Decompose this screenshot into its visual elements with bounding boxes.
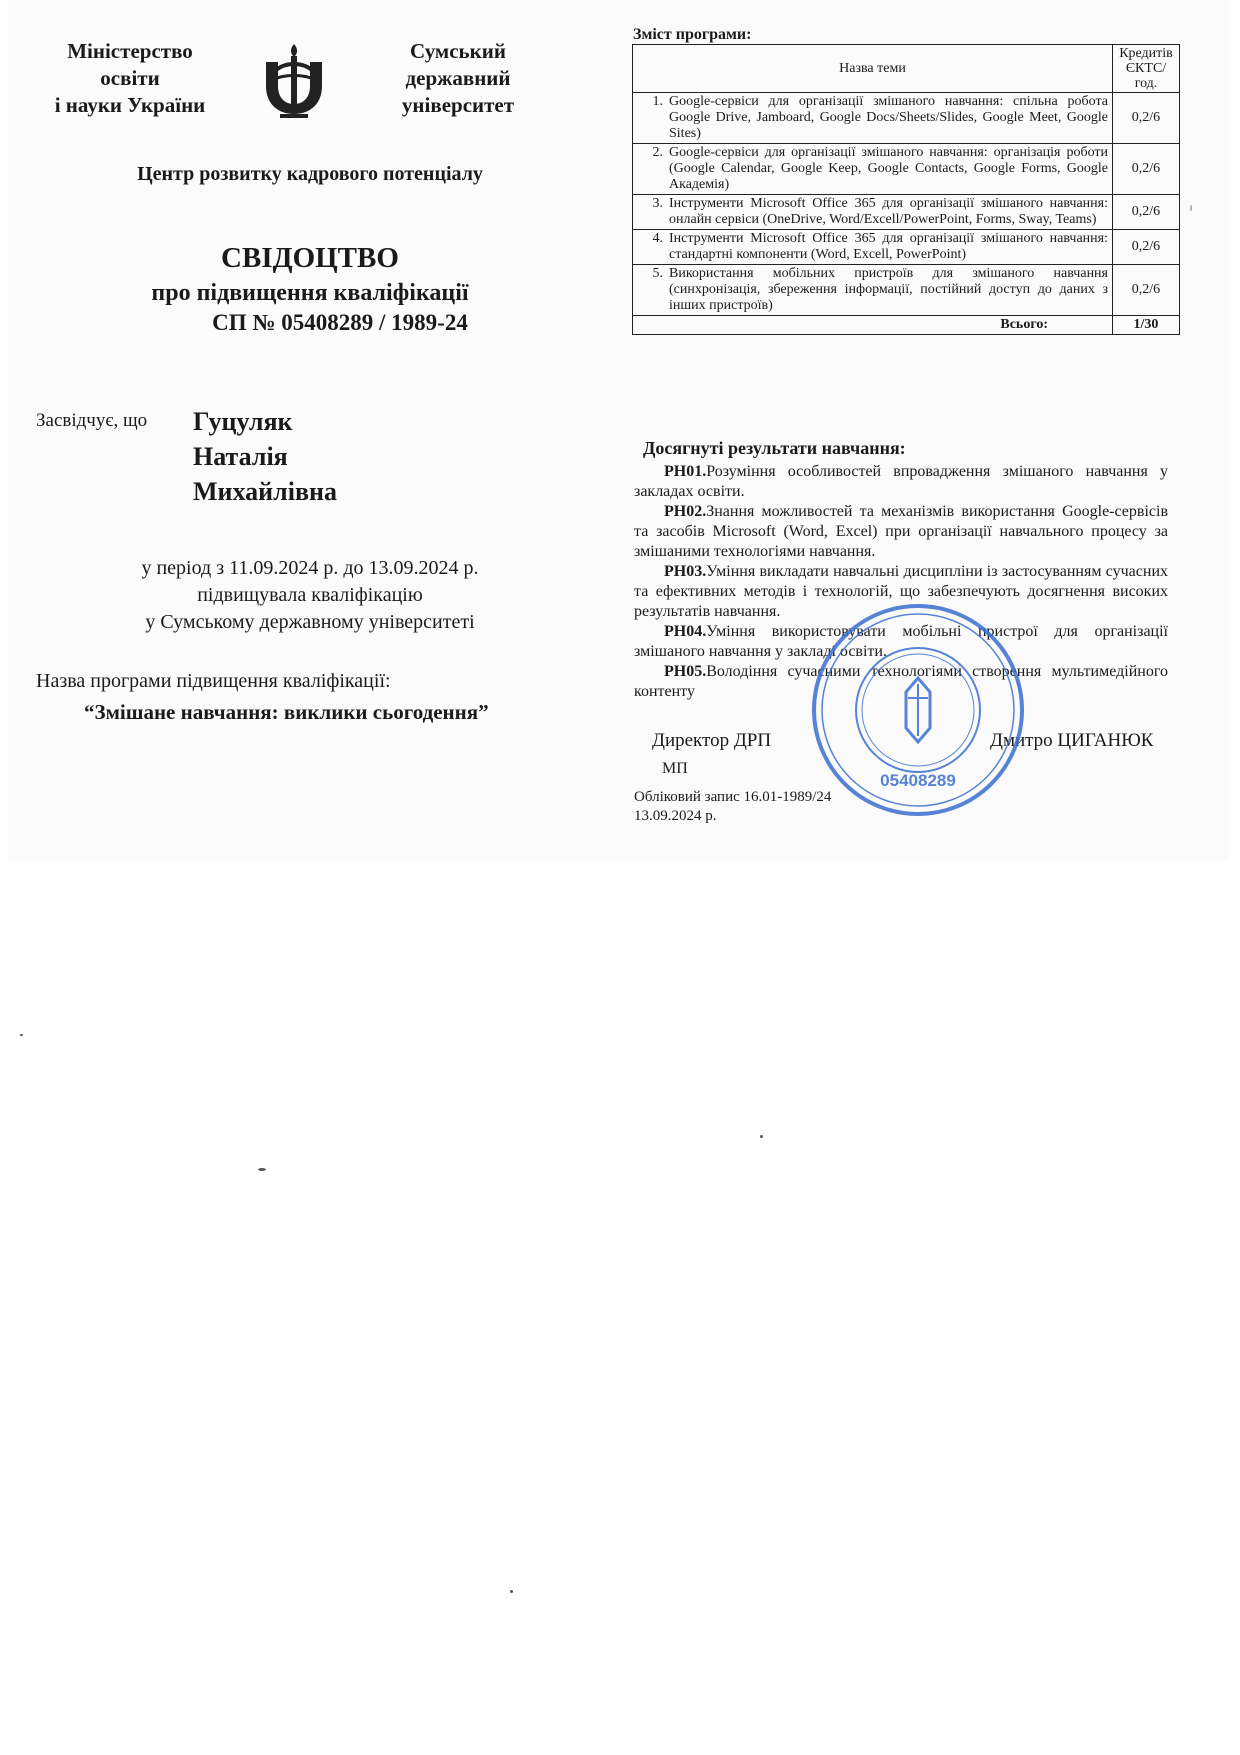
result-code: РН05. bbox=[664, 663, 707, 680]
topic-number: 5. bbox=[633, 265, 666, 316]
list-item bbox=[634, 462, 1168, 502]
certifies-label: Засвідчує, що bbox=[36, 410, 148, 431]
scan-speck bbox=[258, 1168, 266, 1171]
topic-credits: 0,2/6 bbox=[1113, 230, 1180, 265]
result-code: РН01. bbox=[664, 463, 707, 480]
seal-code: 05408289 bbox=[880, 771, 956, 790]
record-number: Обліковий запис 16.01-1989/24 bbox=[634, 789, 832, 805]
topic-number: 4. bbox=[633, 230, 666, 265]
credits-column-header: Кредитів ЄКТС/ год. bbox=[1113, 45, 1180, 93]
program-label: Назва програми підвищення кваліфікації: bbox=[36, 670, 391, 692]
recipient-surname: Гуцуляк bbox=[193, 407, 293, 436]
result-text: Уміння викладати навчальні дисципліни із застосуванням сучасних та ефективних методів і технологій, що забезпечують досягнення високих результатів навчання. bbox=[634, 563, 1168, 620]
table-row bbox=[633, 265, 1180, 316]
program-content-heading: Зміст програми: bbox=[633, 26, 752, 43]
table-row bbox=[633, 93, 1180, 144]
total-value: 1/30 bbox=[1113, 316, 1180, 335]
topic-credits: 0,2/6 bbox=[1113, 195, 1180, 230]
topic-title: Google-сервіси для організації змішаного навчання: організація роботи (Google Calendar, Google Keep, Google Contacts, Google Forms, Google Академія) bbox=[665, 144, 1113, 195]
certificate-title: СВІДОЦТВО bbox=[221, 242, 399, 274]
total-label: Всього: bbox=[633, 316, 1113, 335]
certificate-subtitle: про підвищення кваліфікації bbox=[151, 280, 469, 306]
scan-speck bbox=[20, 1034, 23, 1036]
topic-credits: 0,2/6 bbox=[1113, 265, 1180, 316]
record-date: 13.09.2024 р. bbox=[634, 808, 717, 824]
seal-place-label: МП bbox=[662, 760, 688, 777]
topic-title: Використання мобільних пристроїв для змішаного навчання (синхронізація, збереження інформації, постійний доступ до даних з інших пристроїв) bbox=[665, 265, 1113, 316]
result-code: РН03. bbox=[664, 563, 707, 580]
scan-speck bbox=[510, 1590, 513, 1593]
recipient-first-name: Наталія bbox=[193, 442, 288, 471]
results-heading: Досягнуті результати навчання: bbox=[643, 438, 906, 458]
scan-speck bbox=[760, 1135, 763, 1138]
table-row bbox=[633, 195, 1180, 230]
result-code: РН04. bbox=[664, 623, 707, 640]
ministry-name: Міністерство освіти і науки України bbox=[54, 39, 206, 117]
topic-number: 2. bbox=[633, 144, 666, 195]
director-title: Директор ДРП bbox=[652, 730, 772, 751]
topic-credits: 0,2/6 bbox=[1113, 144, 1180, 195]
training-period: у період з 11.09.2024 р. до 13.09.2024 р. підвищувала кваліфікацію у Сумському державному університеті bbox=[141, 557, 479, 633]
result-text: Розуміння особливостей впровадження змішаного навчання у закладах освіти. bbox=[634, 463, 1168, 500]
university-name: Сумський державний університет bbox=[401, 39, 515, 117]
topic-title: Інструменти Microsoft Office 365 для організації змішаного навчання: онлайн сервіси (OneDrive, Word/Excell/PowerPoint, Forms, Sway, Teams) bbox=[665, 195, 1113, 230]
topic-number: 1. bbox=[633, 93, 666, 144]
program-name: “Змішане навчання: виклики сьогодення” bbox=[84, 700, 489, 724]
result-text: Володіння сучасними технологіями створення мультимедійного контенту bbox=[634, 663, 1168, 700]
table-header-row bbox=[633, 45, 1180, 93]
director-name: Дмитро ЦИГАНЮК bbox=[990, 730, 1154, 751]
recipient-patronymic: Михайлівна bbox=[193, 477, 337, 506]
table-total-row bbox=[633, 316, 1180, 335]
center-name: Центр розвитку кадрового потенціалу bbox=[137, 163, 483, 185]
topic-credits: 0,2/6 bbox=[1113, 93, 1180, 144]
result-text: Уміння використовувати мобільні пристрої для організації змішаного навчання у закладі освіти. bbox=[634, 623, 1168, 660]
certificate-number: СП № 05408289 / 1989-24 bbox=[212, 310, 468, 335]
list-item bbox=[634, 502, 1168, 562]
topic-number: 3. bbox=[633, 195, 666, 230]
table-row bbox=[633, 230, 1180, 265]
official-seal-stamp bbox=[808, 600, 1028, 820]
recipient-name bbox=[193, 404, 337, 509]
topic-title: Google-сервіси для організації змішаного навчання: спільна робота Google Drive, Jamboard, Google Docs/Sheets/Slides, Google Meet, Google Sites) bbox=[665, 93, 1113, 144]
result-text: Знання можливостей та механізмів використання Google-сервісів та засобів Microsoft (Word, Excel) при організації навчального процесу за змішаними технологіями навчання. bbox=[634, 503, 1168, 560]
topics-table bbox=[632, 44, 1180, 335]
university-logo-icon bbox=[258, 40, 330, 120]
table-row bbox=[633, 144, 1180, 195]
result-code: РН02. bbox=[664, 503, 707, 520]
topic-column-header: Назва теми bbox=[633, 45, 1113, 93]
scan-speck bbox=[1190, 205, 1192, 211]
topic-rows bbox=[633, 93, 1180, 316]
topic-title: Інструменти Microsoft Office 365 для організації змішаного навчання: стандартні компоненти (Word, Excell, PowerPoint) bbox=[665, 230, 1113, 265]
